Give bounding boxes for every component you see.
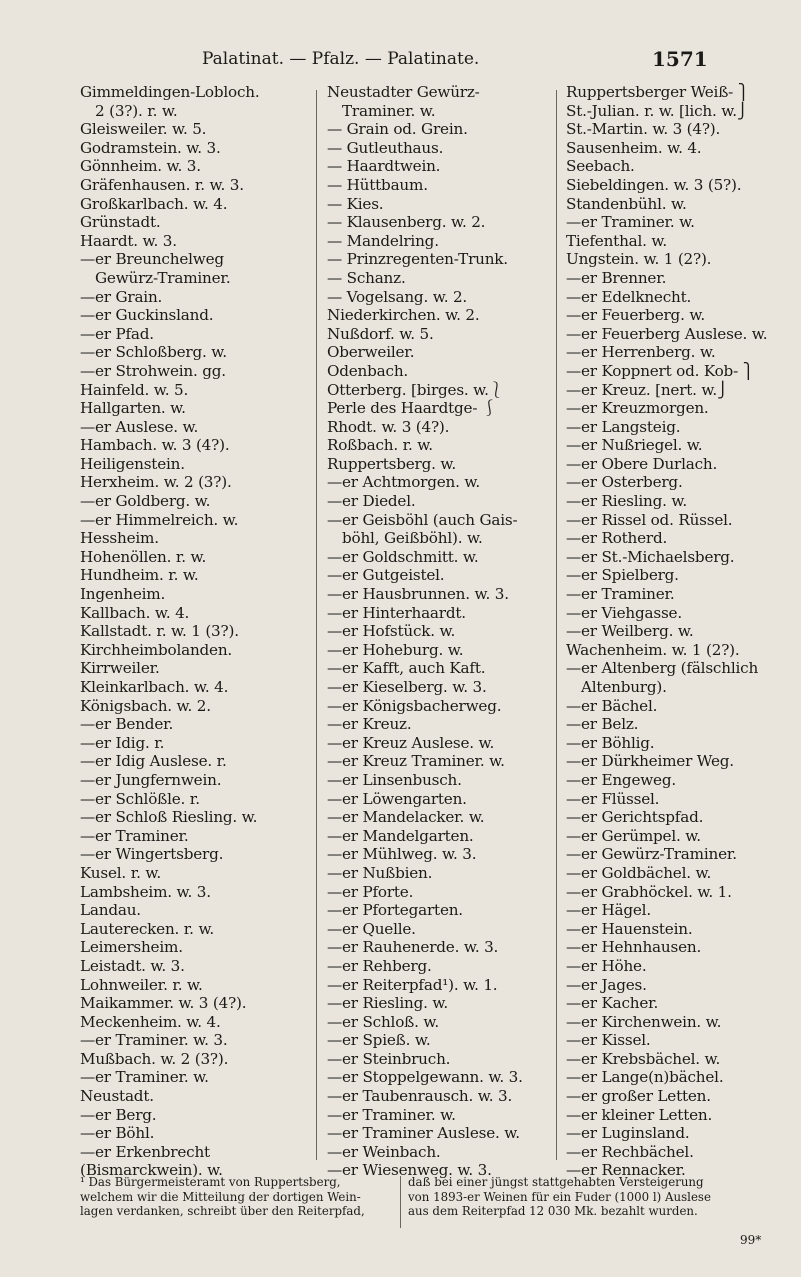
- entry-line: — Hüttbaum.: [327, 175, 428, 194]
- entry-line: —er Königsbacherweg.: [327, 696, 502, 715]
- entry-line: —er Traminer. w.: [80, 1068, 209, 1087]
- entry-line: —er Goldberg. w.: [80, 492, 211, 511]
- entry-line: Leistadt. w. 3.: [80, 956, 185, 975]
- entry-line: —er St.-Michaelsberg.: [566, 547, 735, 566]
- entry-line: Meckenheim. w. 4.: [80, 1012, 221, 1031]
- footnote-line: daß bei einer jüngst stattgehabten Versteigerung: [408, 1175, 704, 1189]
- running-title: Palatinat. — Pfalz. — Palatinate.: [202, 49, 480, 69]
- entry-line: Ingenheim.: [80, 585, 166, 604]
- entry-line: — Gutleuthaus.: [327, 138, 444, 157]
- page-number: 1571: [652, 47, 708, 71]
- entry-line: Seebach.: [566, 157, 635, 176]
- entry-line: —er Traminer. w. 3.: [80, 1031, 228, 1050]
- column-1: [80, 83, 316, 1180]
- entry-line: Hainfeld. w. 5.: [80, 380, 189, 399]
- entry-line: Odenbach.: [327, 361, 409, 380]
- entry-line: Landau.: [80, 901, 141, 920]
- entry-line: — Prinzregenten-Trunk.: [327, 250, 508, 269]
- entry-line: —er Hoheburg. w.: [327, 640, 464, 659]
- entry-line: Kirchheimbolanden.: [80, 640, 233, 659]
- entry-line: —er Rotherd.: [566, 529, 668, 548]
- entry-line: Altenburg).: [581, 678, 667, 696]
- entry-line: —er Belz.: [566, 715, 639, 734]
- entry-line: —er Edelknecht.: [566, 287, 692, 306]
- entry-line: —er Gewürz-Traminer.: [566, 845, 737, 864]
- footnote-line: aus dem Reiterpfad 12 030 Mk. bezahlt wurden.: [408, 1204, 698, 1218]
- footnote-line: ¹ Das Bürgermeisteramt von Ruppertsberg,: [80, 1175, 341, 1189]
- entry-line: —er Krebsbächel. w.: [566, 1049, 721, 1068]
- entry-line: —er Kreuz Traminer. w.: [327, 752, 505, 771]
- entry-line: —er Steinbruch.: [327, 1049, 451, 1068]
- entry-line: —er Strohwein. gg.: [80, 361, 226, 380]
- entry-line: —er Breunchelweg: [80, 250, 224, 269]
- entry-line: —er großer Letten.: [566, 1087, 711, 1106]
- entry-line: —er Engeweg.: [566, 770, 676, 789]
- entry-line: —er Feuerberg. w.: [566, 306, 705, 325]
- entry-line: —er Spieß. w.: [327, 1031, 431, 1050]
- entry-line: Tiefenthal. w.: [566, 231, 668, 250]
- entry-line: —er Goldbächel. w.: [566, 863, 712, 882]
- entry-line: —er Rechbächel.: [566, 1142, 694, 1161]
- entry-line: —er Kirchenwein. w.: [566, 1012, 722, 1031]
- entry-line: —er Guckinsland.: [80, 306, 214, 325]
- entry-line: —er Auslese. w.: [80, 417, 199, 436]
- entry-line: —er Goldschmitt. w.: [327, 547, 479, 566]
- entry-line: —er Altenberg (fälschlich: [566, 659, 759, 678]
- entry-line: — Mandelring.: [327, 231, 439, 250]
- entry-line: —er Hehnhausen.: [566, 938, 702, 957]
- entry-line: —er Wingertsberg.: [80, 845, 224, 864]
- entry-line: —er Diedel.: [327, 492, 416, 511]
- entry-line: Ruppertsberger Weiß- ⎫: [566, 83, 749, 101]
- entry-line: Kirrweiler.: [80, 659, 160, 678]
- entry-line: —er Flüssel.: [566, 789, 660, 808]
- entry-line: — Vogelsang. w. 2.: [327, 287, 468, 306]
- entry-line: —er Böhlig.: [566, 733, 655, 752]
- entry-line: —er Kreuz.: [327, 715, 412, 734]
- entry-line: —er Herrenberg. w.: [566, 343, 716, 362]
- entry-line: Gräfenhausen. r. w. 3.: [80, 175, 244, 194]
- entry-line: Hallgarten. w.: [80, 399, 186, 418]
- entry-line: Neustadt.: [80, 1087, 154, 1106]
- entry-line: —er Gerichtspfad.: [566, 808, 704, 827]
- entry-line: —er Linsenbusch.: [327, 770, 462, 789]
- entry-line: —er Lange(n)bächel.: [566, 1068, 724, 1087]
- entry-line: böhl, Geißböhl). w.: [342, 529, 483, 548]
- entry-line: —er Gutgeistel.: [327, 566, 445, 585]
- entry-line: Mußbach. w. 2 (3?).: [80, 1049, 229, 1068]
- footnote-line: von 1893-er Weinen für ein Fuder (1000 l) Auslese: [408, 1189, 711, 1204]
- entry-line: Lauterecken. r. w.: [80, 919, 215, 938]
- entry-line: St.-Martin. w. 3 (4?).: [566, 120, 721, 139]
- entry-line: Perle des Haardtge- ⎰: [327, 399, 497, 418]
- entry-line: — Klausenberg. w. 2.: [327, 213, 486, 232]
- page-header: [0, 49, 801, 73]
- entry-line: —er Mühlweg. w. 3.: [327, 845, 477, 864]
- entry-line: —er Reiterpfad¹). w. 1.: [327, 975, 498, 994]
- entry-line: Otterberg. [birges. w.⎱: [327, 380, 504, 399]
- entry-line: —er Hausbrunnen. w. 3.: [327, 585, 509, 604]
- entry-line: —er Rauhenerde. w. 3.: [327, 938, 499, 957]
- entry-line: —er Grain.: [80, 287, 163, 306]
- entry-line: —er Osterberg.: [566, 473, 683, 492]
- entry-line: —er Pfortegarten.: [327, 901, 463, 920]
- entry-line: Neustadter Gewürz-: [327, 83, 480, 101]
- entry-line: —er Hinterhaardt.: [327, 603, 466, 622]
- entry-line: —er Rehberg.: [327, 956, 432, 975]
- entry-line: Kleinkarlbach. w. 4.: [80, 678, 229, 696]
- footnote-divider: [400, 1176, 401, 1228]
- footnote-line: welchem wir die Mitteilung der dortigen Wein-: [80, 1189, 361, 1204]
- entry-line: Sausenheim. w. 4.: [566, 138, 702, 157]
- entry-line: Heiligenstein.: [80, 454, 185, 473]
- entry-line: Oberweiler.: [327, 343, 415, 362]
- entry-line: Kusel. r. w.: [80, 863, 161, 882]
- entry-line: Gönnheim. w. 3.: [80, 157, 201, 176]
- entry-line: —er Langsteig.: [566, 417, 681, 436]
- entry-line: —er Dürkheimer Weg.: [566, 752, 734, 771]
- entry-line: — Kies.: [327, 194, 384, 213]
- entry-line: —er Weilberg. w.: [566, 622, 694, 641]
- entry-line: —er Gerümpel. w.: [566, 826, 701, 845]
- entry-line: Gewürz-Traminer.: [95, 268, 231, 287]
- entry-line: Traminer. w.: [342, 101, 436, 120]
- entry-line: —er Bender.: [80, 715, 174, 734]
- entry-line: —er Taubenrausch. w. 3.: [327, 1087, 513, 1106]
- entry-line: —er Traminer. w.: [566, 213, 695, 232]
- entry-line: Königsbach. w. 2.: [80, 696, 211, 715]
- entry-line: —er Luginsland.: [566, 1124, 690, 1143]
- entry-line: Standenbühl. w.: [566, 194, 687, 213]
- entry-line: 2 (3?). r. w.: [95, 101, 178, 120]
- entry-line: Gleisweiler. w. 5.: [80, 120, 207, 139]
- footnote-left: [80, 1175, 396, 1219]
- column-3: [566, 83, 780, 1180]
- entry-line: Haardt. w. 3.: [80, 231, 177, 250]
- entry-line: Ungstein. w. 1 (2?).: [566, 250, 712, 269]
- entry-line: —er Kacher.: [566, 994, 659, 1013]
- footnote-line: lagen verdanken, schreibt über den Reiterpfad,: [80, 1204, 365, 1218]
- entry-line: —er Viehgasse.: [566, 603, 682, 622]
- entry-line: —er Pforte.: [327, 882, 414, 901]
- footnote-right: [408, 1175, 780, 1219]
- entry-line: Hohenöllen. r. w.: [80, 547, 207, 566]
- entry-line: Wachenheim. w. 1 (2?).: [566, 640, 740, 659]
- entry-line: —er Schloßberg. w.: [80, 343, 227, 362]
- entry-line: —er kleiner Letten.: [566, 1105, 713, 1124]
- entry-line: Leimersheim.: [80, 938, 183, 957]
- entry-line: Hambach. w. 3 (4?).: [80, 436, 230, 455]
- entry-line: Maikammer. w. 3 (4?).: [80, 994, 247, 1013]
- entry-line: —er Mandelgarten.: [327, 826, 474, 845]
- entry-line: —er Höhe.: [566, 956, 647, 975]
- entry-line: —er Wiesenweg. w. 3.: [327, 1161, 492, 1180]
- entry-line: —er Traminer. w.: [327, 1105, 456, 1124]
- entry-line: —er Löwengarten.: [327, 789, 467, 808]
- entry-line: Gimmeldingen-Lobloch.: [80, 83, 260, 101]
- entry-line: — Schanz.: [327, 268, 406, 287]
- entry-line: —er Koppnert od. Kob- ⎫: [566, 361, 754, 380]
- entry-line: Roßbach. r. w.: [327, 436, 433, 455]
- entry-line: —er Nußbien.: [327, 863, 433, 882]
- entry-line: —er Idig. r.: [80, 733, 165, 752]
- entry-line: —er Obere Durlach.: [566, 454, 718, 473]
- entry-line: — Grain od. Grein.: [327, 120, 468, 139]
- entry-line: —er Schlößle. r.: [80, 789, 200, 808]
- printer-signature: 99*: [740, 1233, 762, 1247]
- entry-line: Ruppertsberg. w.: [327, 454, 456, 473]
- entry-line: —er Erkenbrecht: [80, 1142, 210, 1161]
- entry-line: Kallbach. w. 4.: [80, 603, 190, 622]
- entry-line: —er Rissel od. Rüssel.: [566, 510, 733, 529]
- column-2: [327, 83, 563, 1180]
- entry-line: —er Grabhöckel. w. 1.: [566, 882, 732, 901]
- entry-line: —er Quelle.: [327, 919, 416, 938]
- entry-line: (Bismarckwein). w.: [80, 1161, 223, 1180]
- entry-line: Niederkirchen. w. 2.: [327, 306, 480, 325]
- column-divider: [556, 90, 557, 1160]
- entry-line: —er Feuerberg Auslese. w.: [566, 324, 768, 343]
- entry-line: —er Hauenstein.: [566, 919, 693, 938]
- entry-line: —er Kreuzmorgen.: [566, 399, 709, 418]
- entry-line: —er Schloß. w.: [327, 1012, 439, 1031]
- entry-line: —er Mandelacker. w.: [327, 808, 485, 827]
- entry-line: —er Kafft, auch Kaft.: [327, 659, 486, 678]
- entry-line: —er Traminer.: [80, 826, 189, 845]
- entry-line: —er Traminer Auslese. w.: [327, 1124, 520, 1143]
- entry-line: —er Jages.: [566, 975, 647, 994]
- entry-line: Nußdorf. w. 5.: [327, 324, 434, 343]
- entry-line: Siebeldingen. w. 3 (5?).: [566, 175, 742, 194]
- entry-line: Rhodt. w. 3 (4?).: [327, 417, 450, 436]
- entry-line: —er Achtmorgen. w.: [327, 473, 480, 492]
- entry-line: Hundheim. r. w.: [80, 566, 199, 585]
- entry-line: —er Schloß Riesling. w.: [80, 808, 258, 827]
- entry-line: Lambsheim. w. 3.: [80, 882, 211, 901]
- entry-line: —er Weinbach.: [327, 1142, 441, 1161]
- entry-line: —er Geisböhl (auch Gais-: [327, 510, 518, 529]
- entry-line: —er Brenner.: [566, 268, 667, 287]
- entry-line: Herxheim. w. 2 (3?).: [80, 473, 232, 492]
- entry-line: —er Rennacker.: [566, 1161, 686, 1180]
- entry-line: —er Bächel.: [566, 696, 658, 715]
- entry-line: —er Spielberg.: [566, 566, 679, 585]
- entry-line: Grünstadt.: [80, 213, 161, 232]
- entry-line: —er Nußriegel. w.: [566, 436, 703, 455]
- entry-line: —er Hofstück. w.: [327, 622, 456, 641]
- entry-line: —er Kreuz Auslese. w.: [327, 733, 495, 752]
- entry-line: —er Kreuz. [nert. w.⎭: [566, 380, 729, 399]
- entry-line: —er Kissel.: [566, 1031, 651, 1050]
- entry-line: —er Traminer.: [566, 585, 675, 604]
- entry-line: Hessheim.: [80, 529, 159, 548]
- entry-line: —er Jungfernwein.: [80, 770, 222, 789]
- entry-line: Kallstadt. r. w. 1 (3?).: [80, 622, 239, 641]
- entry-line: — Haardtwein.: [327, 157, 441, 176]
- entry-line: —er Stoppelgewann. w. 3.: [327, 1068, 523, 1087]
- entry-line: —er Idig Auslese. r.: [80, 752, 227, 771]
- entry-line: —er Riesling. w.: [566, 492, 688, 511]
- entry-line: —er Riesling. w.: [327, 994, 449, 1013]
- entry-line: Godramstein. w. 3.: [80, 138, 221, 157]
- entry-line: Lohnweiler. r. w.: [80, 975, 203, 994]
- entry-line: —er Kieselberg. w. 3.: [327, 678, 487, 696]
- entry-line: —er Böhl.: [80, 1124, 155, 1143]
- entry-line: St.-Julian. r. w. [lich. w.⎭: [566, 101, 749, 120]
- entry-line: —er Pfad.: [80, 324, 154, 343]
- entry-line: —er Berg.: [80, 1105, 157, 1124]
- entry-line: Großkarlbach. w. 4.: [80, 194, 228, 213]
- entry-line: —er Hägel.: [566, 901, 651, 920]
- entry-line: —er Himmelreich. w.: [80, 510, 239, 529]
- column-divider: [316, 90, 317, 1160]
